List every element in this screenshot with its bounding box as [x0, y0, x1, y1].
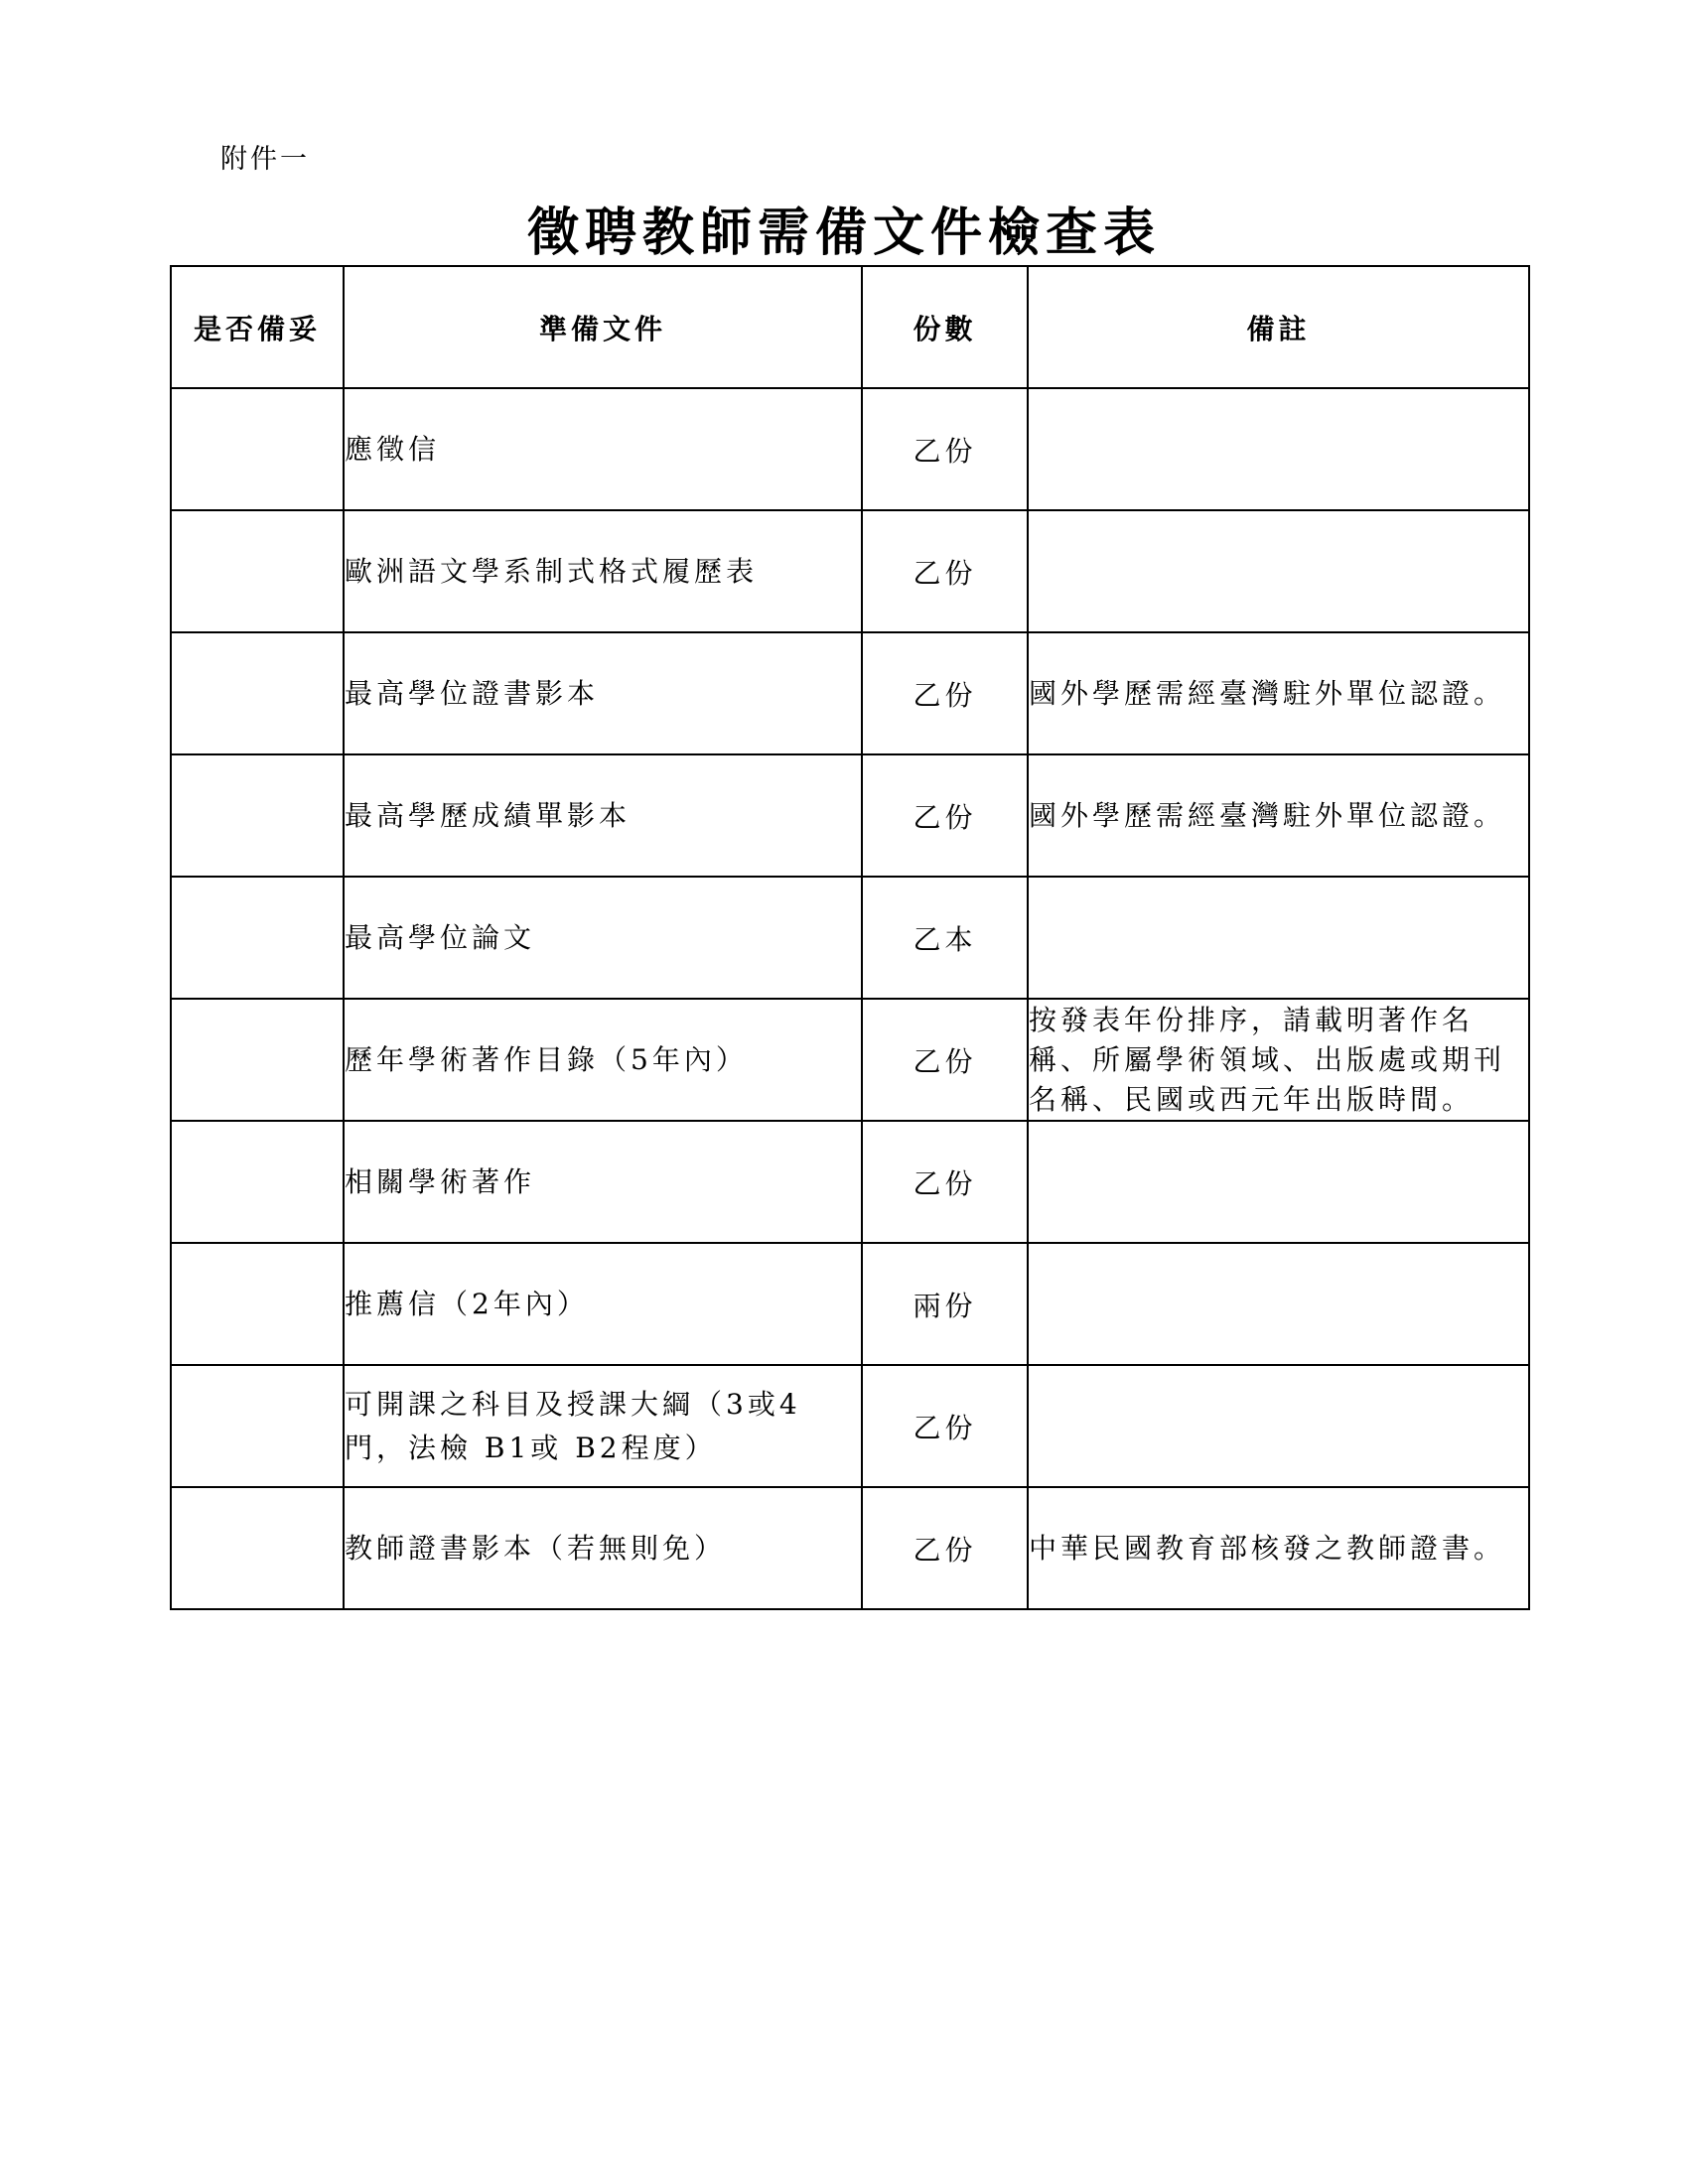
- table-row: [171, 877, 1529, 999]
- table-row: [171, 1365, 1529, 1487]
- note-cell: [1028, 1243, 1529, 1365]
- table-row: [171, 510, 1529, 632]
- copies-cell: 乙份: [862, 632, 1028, 754]
- note-cell: [1028, 1121, 1529, 1243]
- header-ready: 是否備妥: [171, 266, 344, 388]
- document-cell: 教師證書影本（若無則免）: [344, 1487, 862, 1609]
- table-header-row: [171, 266, 1529, 388]
- document-cell: 歷年學術著作目錄（5年內）: [344, 999, 862, 1121]
- copies-cell: 乙份: [862, 1487, 1028, 1609]
- ready-check-cell[interactable]: [171, 510, 344, 632]
- note-cell: [1028, 1365, 1529, 1487]
- copies-cell: 乙份: [862, 999, 1028, 1121]
- table-row: [171, 754, 1529, 877]
- ready-check-cell[interactable]: [171, 877, 344, 999]
- header-document: 準備文件: [344, 266, 862, 388]
- copies-cell: 乙份: [862, 754, 1028, 877]
- table-row: [171, 1121, 1529, 1243]
- ready-check-cell[interactable]: [171, 388, 344, 510]
- attachment-label: 附件一: [220, 144, 310, 175]
- note-cell: [1028, 388, 1529, 510]
- ready-check-cell[interactable]: [171, 754, 344, 877]
- table-row: [171, 1487, 1529, 1609]
- header-note: 備註: [1028, 266, 1529, 388]
- ready-check-cell[interactable]: [171, 1243, 344, 1365]
- note-cell: 按發表年份排序，請載明著作名稱、所屬學術領域、出版處或期刊名稱、民國或西元年出版時間。: [1028, 999, 1529, 1121]
- table-row: [171, 388, 1529, 510]
- table-row: [171, 632, 1529, 754]
- document-cell: 相關學術著作: [344, 1121, 862, 1243]
- note-cell: 國外學歷需經臺灣駐外單位認證。: [1028, 632, 1529, 754]
- ready-check-cell[interactable]: [171, 632, 344, 754]
- ready-check-cell[interactable]: [171, 1487, 344, 1609]
- note-cell: 國外學歷需經臺灣駐外單位認證。: [1028, 754, 1529, 877]
- copies-cell: 乙份: [862, 1121, 1028, 1243]
- document-cell: 可開課之科目及授課大綱（3或4門，法檢 B1或 B2程度）: [344, 1365, 862, 1487]
- document-cell: 推薦信（2年內）: [344, 1243, 862, 1365]
- ready-check-cell[interactable]: [171, 1121, 344, 1243]
- copies-cell: 乙份: [862, 1365, 1028, 1487]
- document-cell: 歐洲語文學系制式格式履歷表: [344, 510, 862, 632]
- document-checklist-table: [170, 265, 1530, 1610]
- ready-check-cell[interactable]: [171, 999, 344, 1121]
- copies-cell: 乙份: [862, 510, 1028, 632]
- document-cell: 最高學位證書影本: [344, 632, 862, 754]
- table-row: [171, 1243, 1529, 1365]
- note-cell: 中華民國教育部核發之教師證書。: [1028, 1487, 1529, 1609]
- copies-cell: 乙份: [862, 388, 1028, 510]
- note-cell: [1028, 510, 1529, 632]
- header-copies: 份數: [862, 266, 1028, 388]
- copies-cell: 兩份: [862, 1243, 1028, 1365]
- page-title: 徵聘教師需備文件檢查表: [526, 204, 1161, 263]
- document-cell: 最高學位論文: [344, 877, 862, 999]
- table-row: [171, 999, 1529, 1121]
- document-cell: 應徵信: [344, 388, 862, 510]
- note-cell: [1028, 877, 1529, 999]
- document-cell: 最高學歷成績單影本: [344, 754, 862, 877]
- copies-cell: 乙本: [862, 877, 1028, 999]
- ready-check-cell[interactable]: [171, 1365, 344, 1487]
